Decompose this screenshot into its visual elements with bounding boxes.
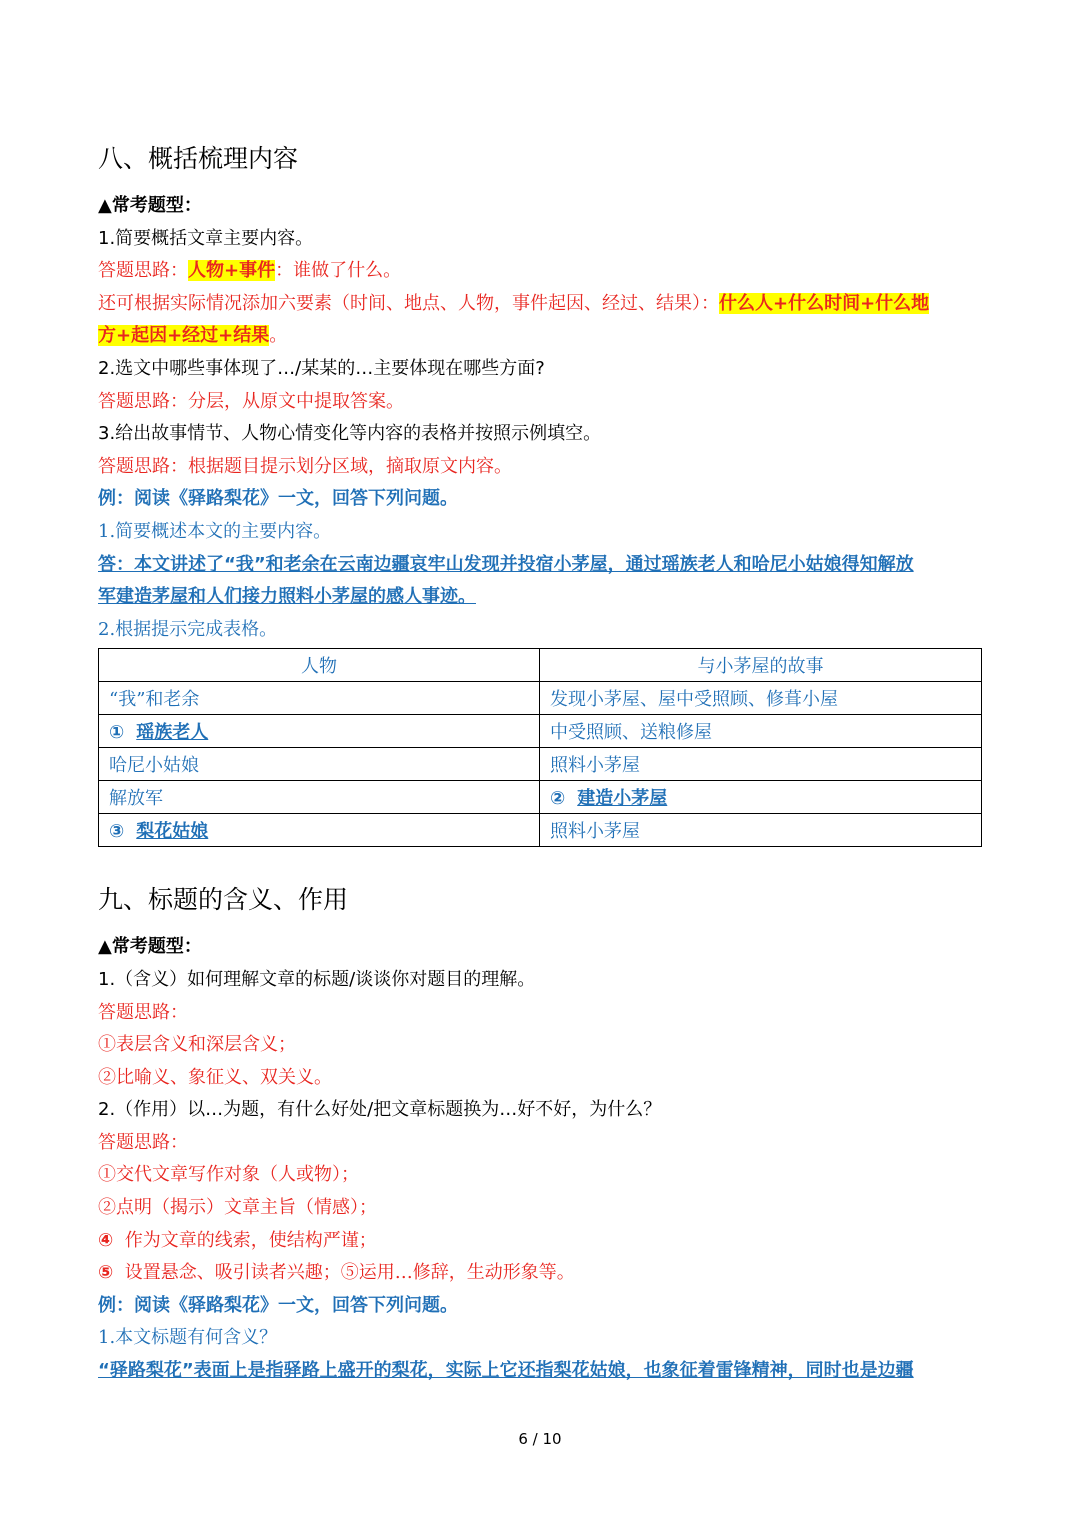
question-2: 2.选文中哪些事体现了…/某某的…主要体现在哪些方面?: [98, 357, 545, 379]
table-cell: 照料小茅屋: [540, 814, 982, 847]
table-cell-answer: [99, 814, 540, 847]
table-cell: 照料小茅屋: [540, 748, 982, 781]
extra-end: 。: [269, 325, 288, 347]
question-2: 2.（作用）以…为题，有什么好处/把文章标题换为…好不好，为什么？: [98, 1099, 662, 1121]
table-header-story: 与小茅屋的故事: [540, 649, 982, 682]
question-types-label: ▲常考题型：: [98, 936, 202, 958]
example-question-1: 1.简要概述本文的主要内容。: [98, 520, 332, 542]
table-header-person: 人物: [99, 649, 540, 682]
tip-point-1: ①表层含义和深层含义；: [98, 1034, 296, 1056]
table-cell: 解放军: [99, 781, 540, 814]
question-3: 3.给出故事情节、人物心情变化等内容的表格并按照示例填空。: [98, 423, 602, 445]
answer-text: 梨花姑娘: [136, 821, 209, 843]
tip-point-1: ①交代文章写作对象（人或物）；: [98, 1164, 359, 1186]
tip-point-3: [98, 1225, 982, 1258]
answer-tip-1: [98, 255, 982, 288]
answer-tip-extra: [98, 288, 982, 321]
answer-tip-2: 答题思路：: [98, 1131, 188, 1153]
example-heading: 例：阅读《驿路梨花》一文，回答下列问题。: [98, 488, 458, 510]
table-cell: 中受照顾、送粮修屋: [540, 715, 982, 748]
tip-number: ④: [98, 1229, 114, 1251]
answer-tip-2: 答题思路：分层，从原文中提取答案。: [98, 390, 404, 412]
example-question-2: 2.根据提示完成表格。: [98, 618, 278, 640]
example-heading: 例：阅读《驿路梨花》一文，回答下列问题。: [98, 1294, 458, 1316]
table-cell: 发现小茅屋、屋中受照顾、修葺小屋: [540, 682, 982, 715]
tip-number: ⑤: [98, 1262, 114, 1284]
tip-suffix: ：谁做了什么。: [275, 260, 402, 282]
question-1: 1.简要概括文章主要内容。: [98, 227, 314, 249]
answer-text: 建造小茅屋: [577, 788, 668, 810]
table-cell: 哈尼小姑娘: [99, 748, 540, 781]
answer-number: ①: [109, 722, 125, 744]
tip-prefix: 答题思路：: [98, 260, 188, 282]
answer-text: 瑶族老人: [136, 722, 209, 744]
table-cell: “我”和老余: [99, 682, 540, 715]
table-row: [99, 682, 982, 715]
answer-tip-3: 答题思路：根据题目提示划分区域，摘取原文内容。: [98, 455, 512, 477]
page-number: 6 / 10: [518, 1430, 562, 1448]
example-answer-line-1: “驿路梨花”表面上是指驿路上盛开的梨花，实际上它还指梨花姑娘，也象征着雷锋精神，同时也是边疆: [98, 1360, 914, 1382]
table-cell-answer: [540, 781, 982, 814]
extra-highlight-1: 什么人+什么时间+什么地: [719, 292, 930, 314]
section-8-title: 八、概括梳理内容: [98, 144, 299, 173]
extra-prefix: 还可根据实际情况添加六要素（时间、地点、人物，事件起因、经过、结果）：: [98, 292, 719, 314]
tip-point-2: ②比喻义、象征义、双关义。: [98, 1066, 332, 1088]
story-table: [98, 648, 982, 847]
table-header-row: [99, 649, 982, 682]
table-cell-answer: [99, 715, 540, 748]
answer-tip-extra-cont: [98, 320, 982, 353]
example-answer-line-2: 军建造茅屋和人们接力照料小茅屋的感人事迹。: [98, 586, 476, 608]
tip-highlight: 人物+事件: [188, 260, 276, 282]
answer-number: ③: [109, 821, 125, 843]
question-1: 1.（含义）如何理解文章的标题/谈谈你对题目的理解。: [98, 968, 536, 990]
example-answer-line-1: 答：本文讲述了“我”和老余在云南边疆哀牢山发现并投宿小茅屋，通过瑶族老人和哈尼小姑娘得知解放: [98, 553, 914, 575]
answer-number: ②: [550, 788, 566, 810]
table-row: [99, 814, 982, 847]
table-row: [99, 748, 982, 781]
page-content: [98, 138, 982, 1388]
tip-point-2: ②点明（揭示）文章主旨（情感）；: [98, 1197, 377, 1219]
extra-highlight-2: 方+起因+经过+结果: [98, 325, 270, 347]
table-row: [99, 781, 982, 814]
example-question-1: 1.本文标题有何含义？: [98, 1327, 278, 1349]
tip-text: 设置悬念、吸引读者兴趣；⑤运用…修辞，生动形象等。: [124, 1262, 575, 1284]
answer-tip-1: 答题思路：: [98, 1001, 188, 1023]
question-types-label: ▲常考题型：: [98, 195, 202, 216]
section-9-title: 九、标题的含义、作用: [98, 885, 349, 915]
table-row: [99, 715, 982, 748]
tip-text: 作为文章的线索，使结构严谨；: [124, 1229, 377, 1251]
tip-point-4: [98, 1257, 982, 1290]
